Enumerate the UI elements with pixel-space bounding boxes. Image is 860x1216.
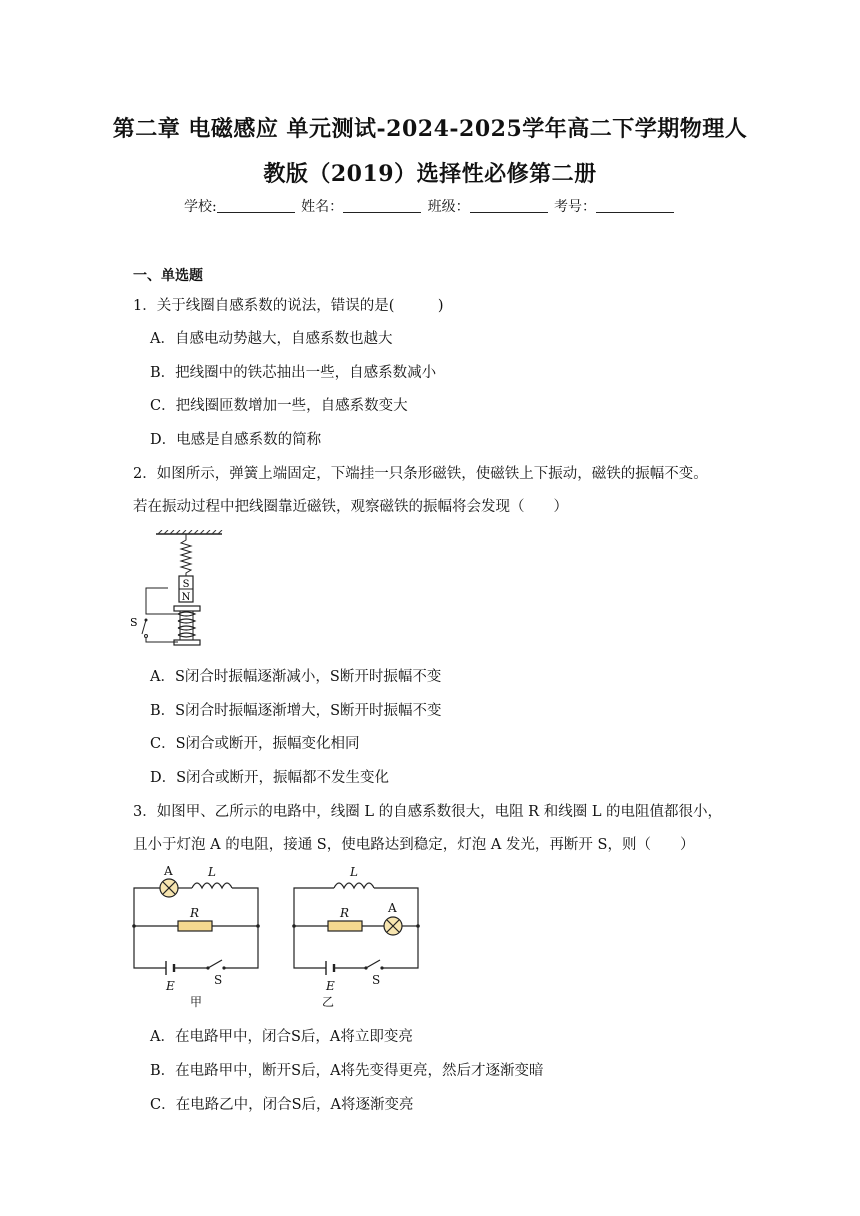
switch-s-label: S (214, 973, 223, 987)
q3-figure-circuit-jia (128, 862, 268, 1012)
q1-stem: 1．关于线圈自感系数的说法，错误的是( ) (133, 298, 444, 314)
q1-option-a: A．自感电动势越大，自感系数也越大 (150, 331, 393, 347)
q3-option-c: C．在电路乙中，闭合S后，A将逐渐变亮 (150, 1097, 414, 1113)
q2-option-c: C．S闭合或断开，振幅变化相同 (150, 736, 360, 752)
magnet-s-label: S (182, 579, 190, 590)
battery-e-label: E (166, 979, 175, 993)
magnet-n-label: N (181, 592, 191, 603)
exam-no-blank (596, 198, 674, 213)
exam-no-label: 考号： (554, 199, 597, 215)
inductor-l-label: L (208, 865, 216, 879)
battery-e-label: E (326, 979, 335, 993)
q1-option-b: B．把线圈中的铁芯抽出一些，自感系数减小 (150, 365, 437, 381)
q2-option-a: A．S闭合时振幅逐渐减小，S断开时振幅不变 (150, 669, 442, 685)
q3-stem-line-2: 且小于灯泡 A 的电阻，接通 S，使电路达到稳定，灯泡 A 发光，再断开 S，则（ ） (133, 837, 695, 853)
q2-option-b: B．S闭合时振幅逐渐增大，S断开时振幅不变 (150, 703, 442, 719)
title-line-2: 教版（2019）选择性必修第二册 (263, 161, 597, 187)
section-heading: 一、单选题 (133, 268, 203, 284)
resistor-r-label: R (340, 906, 350, 920)
switch-s-label: S (130, 616, 138, 629)
q3-option-b: B．在电路甲中，断开S后，A将先变得更亮，然后才逐渐变暗 (150, 1063, 544, 1079)
name-label: 姓名： (301, 199, 344, 215)
switch-s-label: S (372, 973, 381, 987)
circuit-yi-label: 乙 (322, 995, 335, 1009)
lamp-a-label: A (164, 864, 173, 878)
school-blank (217, 198, 295, 213)
q1-option-d: D．电感是自感系数的简称 (150, 432, 322, 448)
q2-figure-spring-magnet-coil (128, 530, 228, 652)
q2-option-d: D．S闭合或断开，振幅都不发生变化 (150, 770, 390, 786)
q2-stem-line-1: 2．如图所示，弹簧上端固定，下端挂一只条形磁铁，使磁铁上下振动，磁铁的振幅不变。 (133, 466, 708, 482)
lamp-a-label: A (388, 901, 397, 915)
class-label: 班级： (427, 199, 470, 215)
school-label: 学校: (183, 199, 217, 215)
q3-figure-circuit-yi (288, 862, 428, 1012)
inductor-l-label: L (350, 865, 358, 879)
q3-stem-line-1: 3．如图甲、乙所示的电路中，线圈 L 的自感系数很大，电阻 R 和线圈 L 的电阻值都很小， (133, 804, 723, 820)
q1-option-c: C．把线圈匝数增加一些，自感系数变大 (150, 398, 408, 414)
name-blank (343, 198, 421, 213)
student-info-row (0, 196, 860, 216)
class-blank (470, 198, 548, 213)
resistor-r-label: R (190, 906, 200, 920)
q2-stem-line-2: 若在振动过程中把线圈靠近磁铁，观察磁铁的振幅将会发现（ ） (133, 499, 568, 515)
circuit-jia-label: 甲 (190, 995, 203, 1009)
q3-option-a: A．在电路甲中，闭合S后，A将立即变亮 (150, 1029, 413, 1045)
title-line-1: 第二章 电磁感应 单元测试-2024-2025学年高二下学期物理人 (112, 116, 748, 142)
